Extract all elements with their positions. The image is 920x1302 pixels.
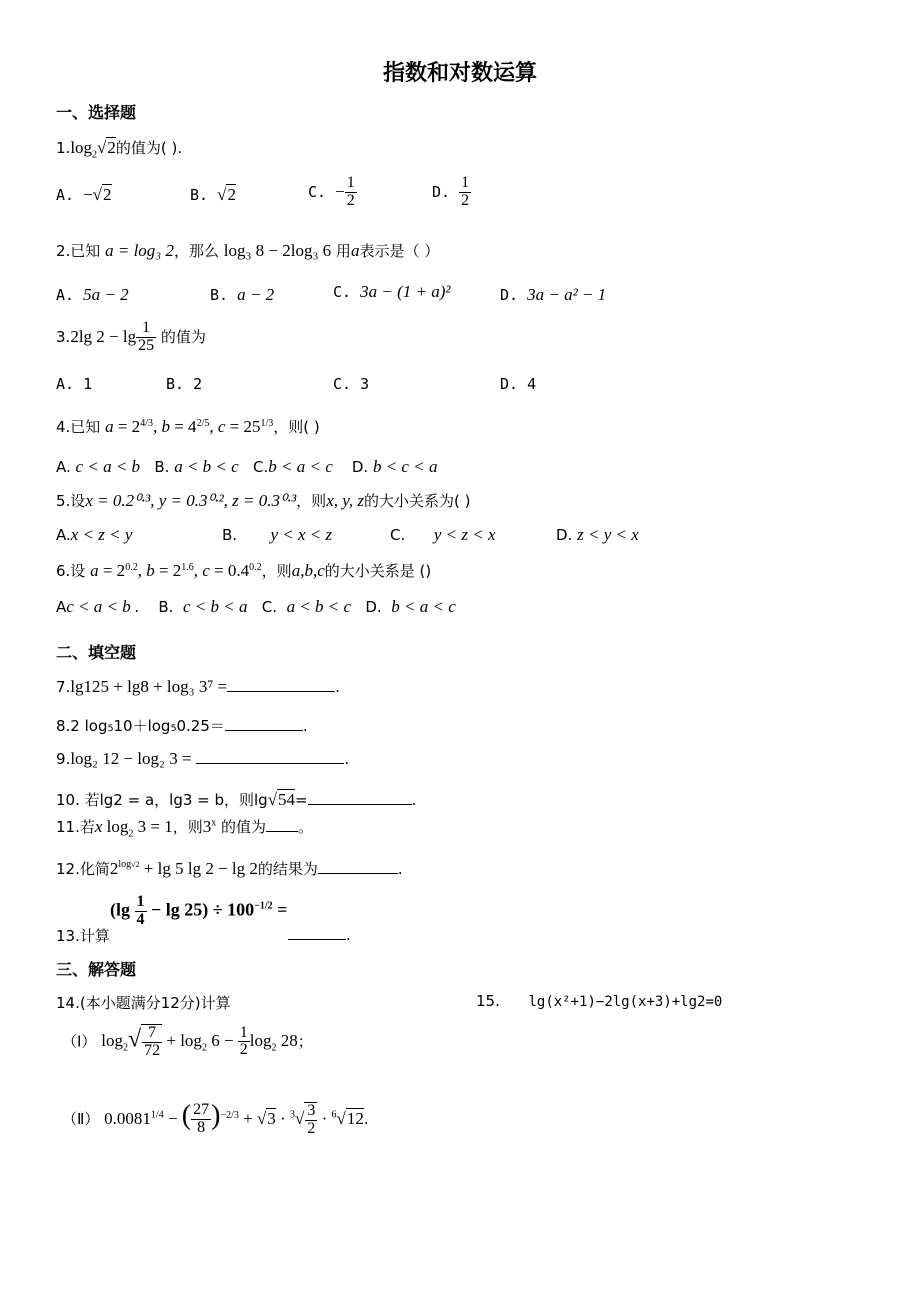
q6-options: Ac < a < b . B. c < b < a C. a < b < c D. b < a < c	[56, 597, 456, 616]
question-9: 9.log₂ 12 − log₂ 3 = .	[56, 749, 350, 768]
section-heading-solve: 三、解答题	[56, 960, 137, 979]
q3-option-c: C. 3	[333, 375, 370, 393]
question-3: 3.2lg 2 − lg $\frac{1}{25}$ 的值为	[56, 319, 206, 354]
q5-option-c: C. y < z < x	[390, 525, 496, 544]
question-13: 13.计算	[56, 927, 110, 945]
question-7: 7.lg125 + lg8 + log₃ 3⁷ = .	[56, 677, 340, 696]
q5-option-b: B. y < x < z	[222, 525, 333, 544]
question-10: 10. 若lg2 = a，lg3 = b，则lg√54= .	[56, 790, 417, 809]
section-heading-fill: 二、填空题	[56, 643, 137, 662]
q1-option-d: D. $\frac{1}{2}$	[432, 174, 470, 209]
question-15: 15. lg(x²+1)−2lg(x+3)+lg2=0	[476, 992, 723, 1010]
question-6: 6.设 $a = 2^{0.2}$, $b = 2^{1.6}$, $c = 0.4^{0.2}$，则a,b,c的大小关系是 ()	[56, 561, 432, 580]
question-1: $1.\log_2√2$的值为( ).	[56, 138, 183, 161]
q3-option-d: D. 4	[500, 375, 537, 393]
q14-part-1: （Ⅰ） $\log_2√$ $\frac{7}{72}$ + $\log_2 6$ − $\frac{1}{2}$ $\log_2 28$；	[62, 1023, 313, 1059]
q13-expression: (lg $\frac{1}{4}$ − $\lg 25) \div 100^{-1/2}$ =	[110, 893, 288, 928]
q2-option-c: C. 3a − (1 + a)²	[333, 282, 451, 301]
question-4: 4.已知 $a = 2^{4/3}$, $b = 4^{2/5}$, $c = 25^{1/3}$，则( )	[56, 417, 320, 436]
q2-option-a: A. 5a − 2	[56, 285, 129, 304]
q5-option-a: A.x < z < y	[56, 525, 133, 544]
q13-blank: .	[288, 925, 351, 944]
q1-option-a: A. −√2	[56, 185, 112, 204]
q2-option-d: D. 3a − a² − 1	[500, 285, 607, 304]
section-heading-choice: 一、选择题	[56, 103, 137, 122]
q2-option-b: B. a − 2	[210, 285, 275, 304]
question-5: 5.设x = 0.2⁰·³, y = 0.3⁰·², z = 0.3⁰·³，则x, y, z的大小关系为( )	[56, 491, 471, 510]
question-2: 2.已知 a = log₃ 2，那么 log₃ 8 − 2log₃ 6 用a表示是（ ）	[56, 241, 440, 260]
question-11: 11.若x $\log_2 3 = 1$，则3$^x$ 的值为 。	[56, 817, 314, 840]
q3-option-a: A. 1	[56, 375, 93, 393]
q1-option-c: C. − $\frac{1}{2}$	[308, 174, 355, 209]
q5-option-d: D. z < y < x	[556, 525, 639, 544]
q3-option-b: B. 2	[166, 375, 203, 393]
question-14: 14.(本小题满分12分)计算	[56, 994, 231, 1012]
question-12: 12.化简$2^{log√2} + \lg 5$ lg 2 − lg 2的结果为 .	[56, 859, 403, 878]
q1-option-b: B. √2	[190, 185, 236, 204]
page-title: 指数和对数运算	[382, 61, 537, 86]
question-8: 8.2 log₅10＋log₅0.25＝ .	[56, 717, 308, 735]
q4-options: A. c < a < b B. a < b < c C.b < a < c D. b < c < a	[56, 457, 438, 476]
q14-part-2: （Ⅱ） $0.0081^{1/4}$ − ( $\frac{27}{8}$ )$^{-2/3}$ + √3 · $^3$√ $\frac{3}{2}$ · $^6$√12.	[62, 1100, 369, 1137]
